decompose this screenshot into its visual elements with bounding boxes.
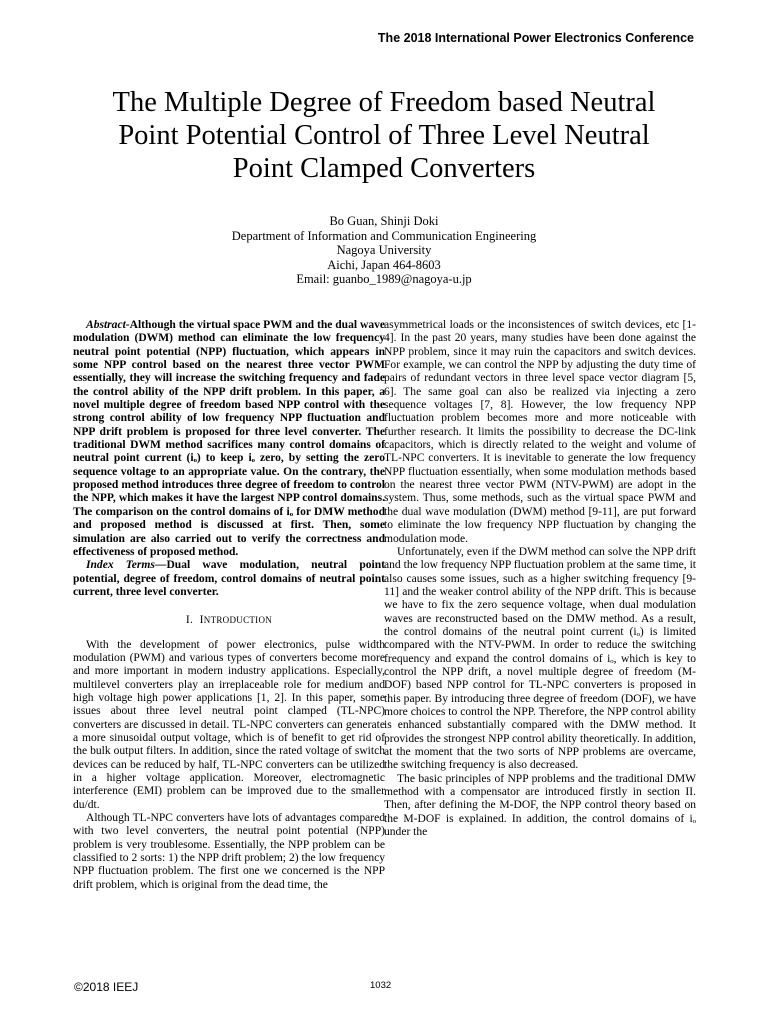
title-line: Point Clamped Converters [232, 153, 536, 184]
body-paragraph: The basic principles of NPP problems and the traditional DMW method with a compensator are introduced firstly in section II. Then, after defining the M-DOF, the NPP control theory based on the M-DOF is explained. In addition, the control domains of iₒ under the [384, 772, 696, 839]
left-column [73, 319, 385, 892]
title-line: The Multiple Degree of Freedom based Neutral [112, 87, 656, 118]
section-heading-introduction [73, 614, 385, 627]
body-paragraph: With the development of power electronics, pulse width modulation (PWM) and various types of converters become more and more important in modern industry applications. Especially, multilevel converters play an irreplaceable role for medium and high voltage high power applications [1, 2]. In this paper, some issues about three level neutral point clamped (TL-NPC) converters are discussed in detail. TL-NPC converters can generate a more sinusoidal output voltage, which is of benefit to get rid of the bulk output filters. In addition, since the rated voltage of switch devices can be reduced by half, TL-NPC converters can be utilized in a higher voltage application. Moreover, electromagnetic interference (EMI) problem can be improved due to the smaller du/dt. [73, 638, 385, 811]
abstract-label: Abstract- [86, 319, 130, 331]
abstract [73, 319, 385, 559]
author-address: Aichi, Japan 464-8603 [327, 257, 441, 272]
author-department: Department of Information and Communication Engineering [231, 228, 537, 243]
body-paragraph: asymmetrical loads or the inconsistences of switch devices, etc [1-4]. In the past 20 years, many studies have been done against the NPP problem, since it may ruin the capacitors and switch devices. For example, we can control the NPP by adjusting the duty time of pairs of redundant vectors in three level space vector diagram [5, 6]. The same goal can also be realized via injecting a zero sequence voltages [7, 8]. However, the low frequency NPP fluctuation problem becomes more and more noticeable with further research. It limits the possibility to decrease the DC-link capacitors, which is directly related to the weight and volume of TL-NPC converters. It is inevitable to generate the low frequency NPP fluctuation essentially, when some modulation methods based on the nearest three vector PWM (NTV-PWM) are adopt in the system. Thus, some methods, such as the virtual space PWM and the dual wave modulation (DWM) method [9-11], are put forward to eliminate the low frequency NPP fluctuation by changing the modulation mode. [384, 319, 696, 545]
abstract-body: Although the virtual space PWM and the dual wave modulation (DWM) method can eliminate the low frequency neutral point potential (NPP) fluctuation, which appears in some NPP control based on the nearest three vector PWM essentially, they will increase the switching frequency and fade the control ability of the NPP drift problem. In this paper, a novel multiple degree of freedom based NPP control with the strong control ability of low frequency NPP fluctuation and NPP drift problem is proposed for three level converter. The traditional DWM method sacrifices many control domains of neutral point current (iₒ) to keep iₒ zero, by setting the zero sequence voltage to an appropriate value. On the contrary, the proposed method introduces three degree of freedom to control the NPP, which makes it have the largest NPP control domains. The comparison on the control domains of iₒ for DMW method and proposed method is discussed at first. Then, some simulation are also carried out to verify the correctness and effectiveness of proposed method. [73, 319, 385, 558]
footer-copyright: ©2018 IEEJ [74, 980, 139, 994]
section-title-rest: NTRODUCTION [203, 615, 273, 626]
title-line: Point Potential Control of Three Level Neutral [118, 120, 650, 151]
paper-title [60, 86, 708, 185]
author-block [84, 214, 684, 287]
author-email: Email: guanbo_1989@nagoya-u.jp [296, 272, 472, 287]
author-names: Bo Guan, Shinji Doki [329, 214, 439, 228]
right-column [384, 319, 696, 839]
index-terms-body: —Dual wave modulation, neutral point potential, degree of freedom, control domains of neutral point current, three level converter. [73, 559, 385, 598]
section-title-first: I [199, 614, 204, 627]
conference-header: The 2018 International Power Electronics Conference [377, 31, 694, 45]
body-paragraph: Unfortunately, even if the DWM method can solve the NPP drift and the low frequency NPP fluctuation problem at the same time, it also causes some issues, such as a higher switching frequency [9-11] and the weaker control ability of the NPP drift. This is because we have to fix the zero sequence voltage, when dual modulation waves are reconstructed based on the DMW method. As a result, the control domains of the neutral point current (iₒ) is limited compared with the NTV-PWM. In order to reduce the switching frequency and expand the control domains of iₒ, which is key to control the NPP drift, a novel multiple degree of freedom (M-DOF) based NPP control for TL-NPC converters is proposed in this paper. By introducing three degree of freedom (DOF), we have more choices to control the NPP. Therefore, the NPP control ability is enhanced substantially compared with the DMW method. It provides the strongest NPP control ability theoretically. In addition, at the moment that the two sorts of NPP problems are overcame, the switching frequency is also decreased. [384, 545, 696, 772]
index-terms [73, 559, 385, 599]
page-number: 1032 [370, 980, 392, 991]
section-number: I. [185, 614, 194, 627]
index-terms-label: Index Terms [86, 559, 155, 572]
author-university: Nagoya University [336, 243, 432, 258]
body-paragraph: Although TL-NPC converters have lots of advantages compared with two level converters, the neutral point potential (NPP) problem is very troublesome. Essentially, the NPP problem can be classified to 2 sorts: 1) the NPP drift problem; 2) the low frequency NPP fluctuation problem. The first one we concerned is the NPP drift problem, which is original from the dead time, the [73, 812, 385, 891]
